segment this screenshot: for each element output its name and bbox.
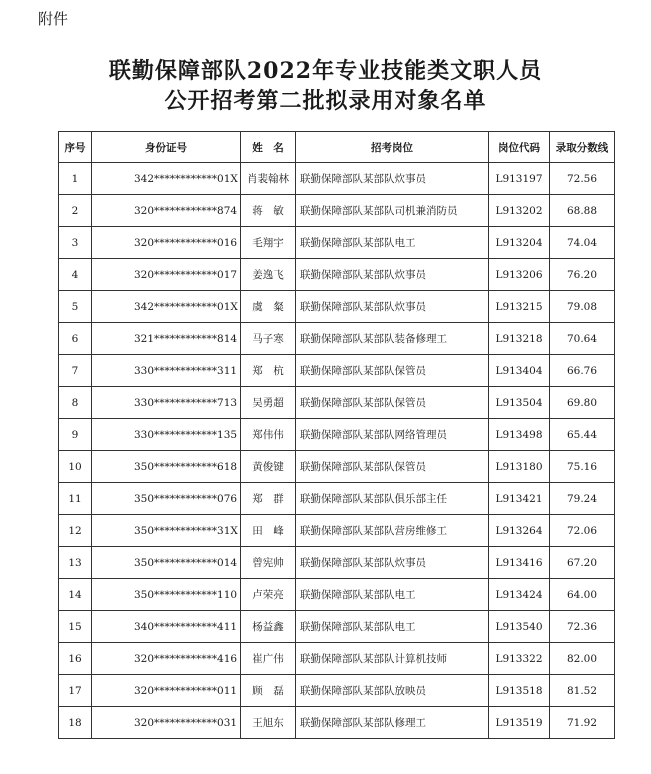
header-id: 身份证号 bbox=[92, 132, 241, 163]
cell-score: 81.52 bbox=[550, 675, 615, 707]
cell-position: 联勤保障部队某部队炊事员 bbox=[296, 291, 489, 323]
cell-position: 联勤保障部队某部队炊事员 bbox=[296, 259, 489, 291]
cell-position: 联勤保障部队某部队网络管理员 bbox=[296, 419, 489, 451]
cell-code: L913518 bbox=[489, 675, 550, 707]
table-row bbox=[59, 227, 615, 259]
header-code: 岗位代码 bbox=[489, 132, 550, 163]
table-row bbox=[59, 451, 615, 483]
cell-no: 2 bbox=[59, 195, 92, 227]
cell-code: L913264 bbox=[489, 515, 550, 547]
cell-score: 68.88 bbox=[550, 195, 615, 227]
cell-no: 9 bbox=[59, 419, 92, 451]
cell-id: 350************110 bbox=[92, 579, 241, 611]
cell-id: 320************031 bbox=[92, 707, 241, 739]
cell-score: 69.80 bbox=[550, 387, 615, 419]
cell-score: 72.36 bbox=[550, 611, 615, 643]
cell-code: L913180 bbox=[489, 451, 550, 483]
table-row bbox=[59, 547, 615, 579]
cell-position: 联勤保障部队某部队司机兼消防员 bbox=[296, 195, 489, 227]
cell-no: 3 bbox=[59, 227, 92, 259]
cell-id: 350************014 bbox=[92, 547, 241, 579]
table-row bbox=[59, 515, 615, 547]
cell-code: L913498 bbox=[489, 419, 550, 451]
cell-id: 320************016 bbox=[92, 227, 241, 259]
cell-name: 马子寒 bbox=[241, 323, 296, 355]
cell-id: 320************011 bbox=[92, 675, 241, 707]
table-header-row bbox=[59, 132, 615, 163]
cell-id: 321************814 bbox=[92, 323, 241, 355]
cell-name: 田 峰 bbox=[241, 515, 296, 547]
cell-code: L913404 bbox=[489, 355, 550, 387]
table-row bbox=[59, 643, 615, 675]
cell-no: 15 bbox=[59, 611, 92, 643]
cell-id: 330************311 bbox=[92, 355, 241, 387]
table-row bbox=[59, 355, 615, 387]
cell-name: 郑 杭 bbox=[241, 355, 296, 387]
cell-no: 13 bbox=[59, 547, 92, 579]
cell-name: 肖裴翰林 bbox=[241, 163, 296, 195]
cell-code: L913322 bbox=[489, 643, 550, 675]
cell-code: L913197 bbox=[489, 163, 550, 195]
cell-no: 1 bbox=[59, 163, 92, 195]
cell-name: 毛翔宇 bbox=[241, 227, 296, 259]
cell-position: 联勤保障部队某部队保管员 bbox=[296, 451, 489, 483]
cell-no: 6 bbox=[59, 323, 92, 355]
table-row bbox=[59, 419, 615, 451]
table-row bbox=[59, 291, 615, 323]
cell-code: L913202 bbox=[489, 195, 550, 227]
cell-position: 联勤保障部队某部队电工 bbox=[296, 579, 489, 611]
cell-name: 郑伟伟 bbox=[241, 419, 296, 451]
cell-no: 14 bbox=[59, 579, 92, 611]
cell-name: 姜逸飞 bbox=[241, 259, 296, 291]
cell-no: 10 bbox=[59, 451, 92, 483]
cell-position: 联勤保障部队某部队炊事员 bbox=[296, 163, 489, 195]
cell-name: 卢荣亮 bbox=[241, 579, 296, 611]
cell-code: L913206 bbox=[489, 259, 550, 291]
cell-name: 王旭东 bbox=[241, 707, 296, 739]
cell-score: 82.00 bbox=[550, 643, 615, 675]
cell-score: 71.92 bbox=[550, 707, 615, 739]
cell-score: 74.04 bbox=[550, 227, 615, 259]
cell-id: 342************01X bbox=[92, 291, 241, 323]
cell-score: 75.16 bbox=[550, 451, 615, 483]
cell-id: 350************618 bbox=[92, 451, 241, 483]
cell-score: 67.20 bbox=[550, 547, 615, 579]
table-row bbox=[59, 323, 615, 355]
cell-no: 7 bbox=[59, 355, 92, 387]
cell-position: 联勤保障部队某部队俱乐部主任 bbox=[296, 483, 489, 515]
cell-position: 联勤保障部队某部队营房维修工 bbox=[296, 515, 489, 547]
cell-id: 330************135 bbox=[92, 419, 241, 451]
cell-no: 18 bbox=[59, 707, 92, 739]
document-title-line-1: 联勤保障部队2022年专业技能类文职人员 bbox=[108, 58, 543, 84]
table-row bbox=[59, 259, 615, 291]
cell-name: 郑 群 bbox=[241, 483, 296, 515]
table-row bbox=[59, 579, 615, 611]
cell-position: 联勤保障部队某部队计算机技师 bbox=[296, 643, 489, 675]
cell-position: 联勤保障部队某部队保管员 bbox=[296, 387, 489, 419]
cell-id: 350************076 bbox=[92, 483, 241, 515]
header-score: 录取分数线 bbox=[550, 132, 615, 163]
cell-no: 4 bbox=[59, 259, 92, 291]
cell-id: 350************31X bbox=[92, 515, 241, 547]
cell-no: 11 bbox=[59, 483, 92, 515]
cell-position: 联勤保障部队某部队电工 bbox=[296, 611, 489, 643]
cell-score: 70.64 bbox=[550, 323, 615, 355]
cell-position: 联勤保障部队某部队放映员 bbox=[296, 675, 489, 707]
cell-score: 72.06 bbox=[550, 515, 615, 547]
cell-name: 杨益鑫 bbox=[241, 611, 296, 643]
header-name: 姓 名 bbox=[241, 132, 296, 163]
cell-score: 79.08 bbox=[550, 291, 615, 323]
table-row bbox=[59, 611, 615, 643]
cell-position: 联勤保障部队某部队装备修理工 bbox=[296, 323, 489, 355]
cell-no: 12 bbox=[59, 515, 92, 547]
cell-name: 顾 磊 bbox=[241, 675, 296, 707]
table-row bbox=[59, 163, 615, 195]
cell-id: 330************713 bbox=[92, 387, 241, 419]
table-row bbox=[59, 675, 615, 707]
cell-score: 64.00 bbox=[550, 579, 615, 611]
cell-id: 320************017 bbox=[92, 259, 241, 291]
cell-code: L913424 bbox=[489, 579, 550, 611]
cell-code: L913519 bbox=[489, 707, 550, 739]
cell-score: 65.44 bbox=[550, 419, 615, 451]
cell-name: 崔广伟 bbox=[241, 643, 296, 675]
cell-no: 16 bbox=[59, 643, 92, 675]
document-title-line-2: 公开招考第二批拟录用对象名单 bbox=[164, 88, 487, 114]
cell-position: 联勤保障部队某部队炊事员 bbox=[296, 547, 489, 579]
cell-name: 黄俊键 bbox=[241, 451, 296, 483]
cell-code: L913416 bbox=[489, 547, 550, 579]
cell-no: 5 bbox=[59, 291, 92, 323]
cell-score: 76.20 bbox=[550, 259, 615, 291]
cell-id: 320************874 bbox=[92, 195, 241, 227]
cell-score: 72.56 bbox=[550, 163, 615, 195]
cell-code: L913540 bbox=[489, 611, 550, 643]
cell-score: 66.76 bbox=[550, 355, 615, 387]
cell-position: 联勤保障部队某部队保管员 bbox=[296, 355, 489, 387]
table-row bbox=[59, 483, 615, 515]
cell-id: 342************01X bbox=[92, 163, 241, 195]
table-row bbox=[59, 707, 615, 739]
cell-id: 320************416 bbox=[92, 643, 241, 675]
header-no: 序号 bbox=[59, 132, 92, 163]
cell-name: 蒋 敏 bbox=[241, 195, 296, 227]
cell-name: 虞 粲 bbox=[241, 291, 296, 323]
cell-code: L913218 bbox=[489, 323, 550, 355]
candidate-table bbox=[58, 131, 615, 739]
cell-no: 8 bbox=[59, 387, 92, 419]
table-row bbox=[59, 387, 615, 419]
cell-name: 曾宪帅 bbox=[241, 547, 296, 579]
table-row bbox=[59, 195, 615, 227]
cell-no: 17 bbox=[59, 675, 92, 707]
cell-name: 吴勇超 bbox=[241, 387, 296, 419]
cell-score: 79.24 bbox=[550, 483, 615, 515]
cell-position: 联勤保障部队某部队电工 bbox=[296, 227, 489, 259]
cell-code: L913421 bbox=[489, 483, 550, 515]
attachment-label: 附件 bbox=[38, 10, 69, 28]
cell-position: 联勤保障部队某部队修理工 bbox=[296, 707, 489, 739]
cell-id: 340************411 bbox=[92, 611, 241, 643]
cell-code: L913204 bbox=[489, 227, 550, 259]
cell-code: L913215 bbox=[489, 291, 550, 323]
cell-code: L913504 bbox=[489, 387, 550, 419]
header-position: 招考岗位 bbox=[296, 132, 489, 163]
